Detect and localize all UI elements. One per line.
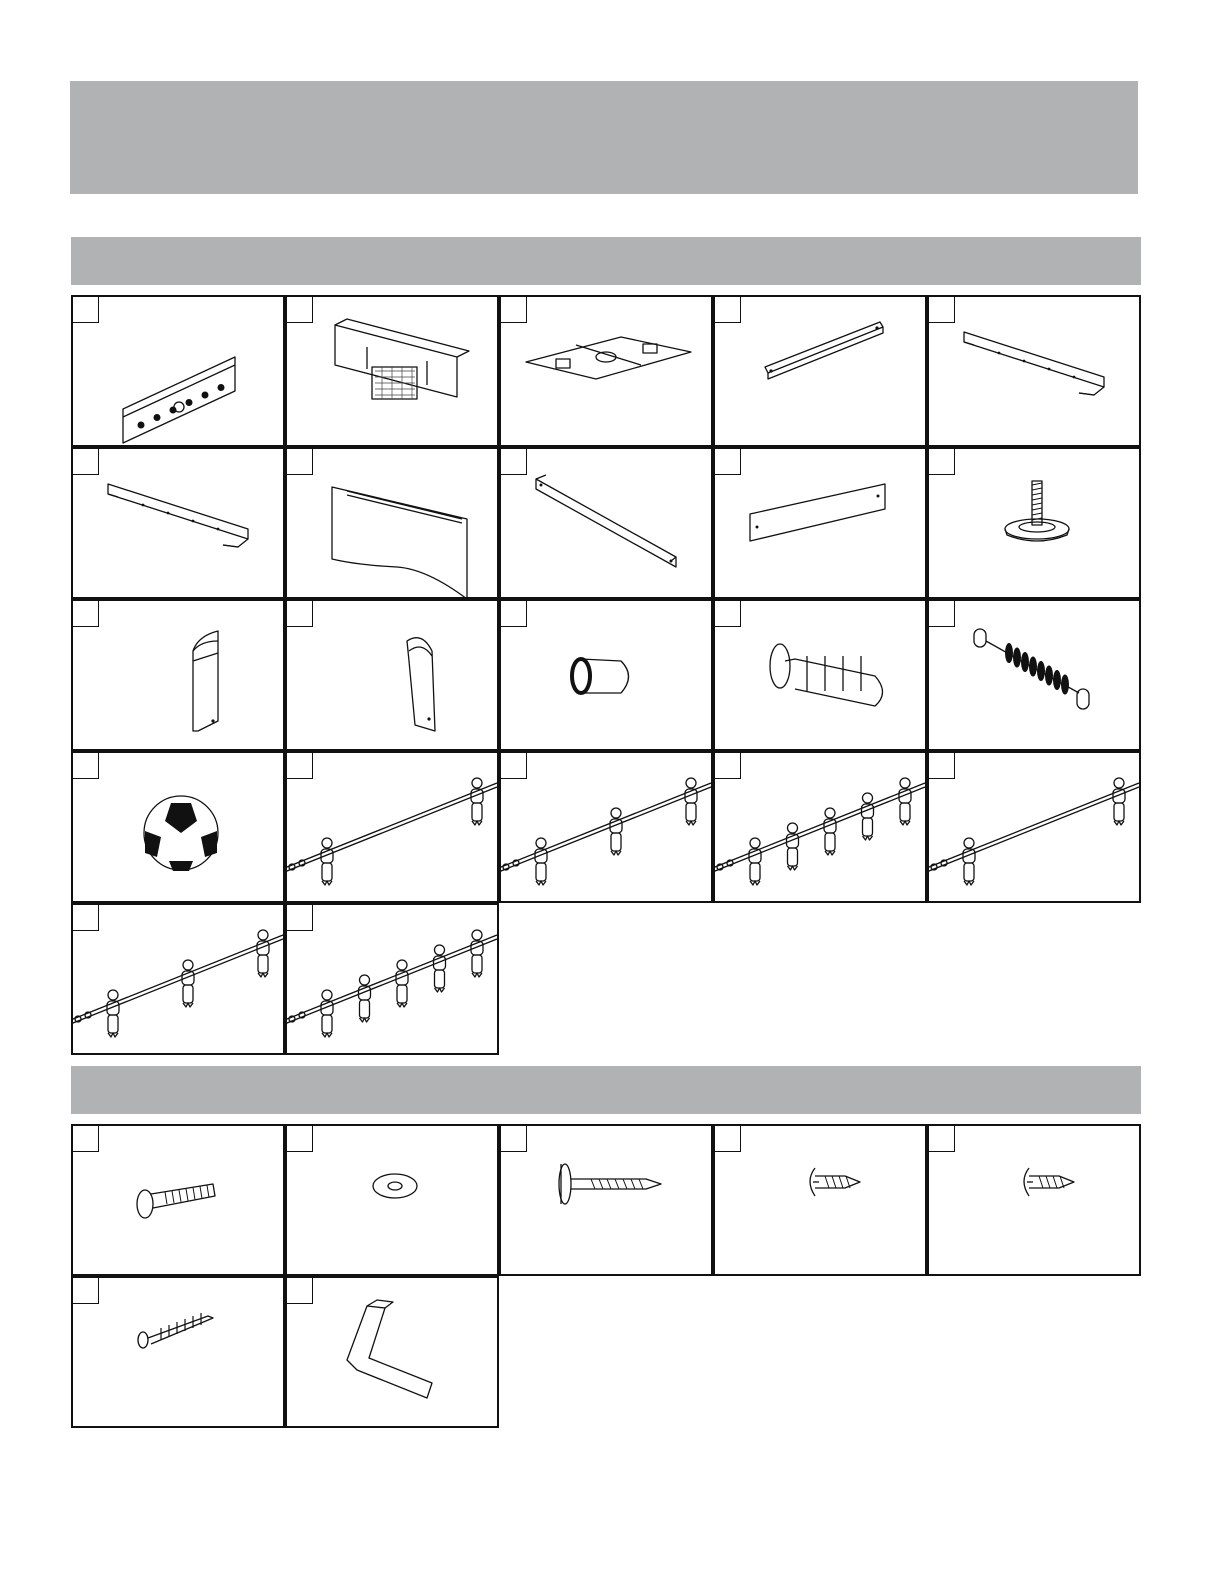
part-cell (713, 751, 927, 903)
part-cell (499, 295, 713, 447)
part-cell (713, 447, 927, 599)
angle-rail-icon (73, 449, 287, 601)
part-number (929, 753, 955, 779)
hardware-cell (71, 1124, 285, 1276)
leveling-foot-icon (929, 449, 1143, 601)
hardware-number (501, 1126, 527, 1152)
rod-2-men-icon (929, 753, 1143, 905)
angle-rail-icon (929, 297, 1143, 449)
part-cell (71, 903, 285, 1055)
rod-5-men-icon (287, 905, 501, 1057)
title-banner (70, 81, 1138, 194)
part-cell (71, 751, 285, 903)
short-screw-icon (929, 1126, 1143, 1278)
part-number (73, 753, 99, 779)
rod-5-men-icon (715, 753, 929, 905)
washer-icon (287, 1126, 501, 1278)
handle-grip-icon (715, 601, 929, 753)
parts-section-header (71, 237, 1141, 285)
part-cell (285, 295, 499, 447)
part-cell (285, 903, 499, 1055)
part-cell (499, 751, 713, 903)
hardware-number (929, 1126, 955, 1152)
goal-box-with-net-icon (287, 297, 501, 449)
part-number (501, 753, 527, 779)
part-number (287, 449, 313, 475)
part-cell (713, 295, 927, 447)
part-number (73, 601, 99, 627)
wood-screw-icon (73, 1278, 287, 1430)
soccer-ball-icon (73, 753, 287, 905)
rod-2-men-icon (287, 753, 501, 905)
part-number (501, 297, 527, 323)
cross-beam-icon (715, 297, 929, 449)
flat-board-icon (715, 449, 929, 601)
hardware-cell (285, 1124, 499, 1276)
hardware-number (73, 1126, 99, 1152)
long-brace-icon (501, 449, 715, 601)
part-cell (927, 599, 1141, 751)
parts-section-label (71, 237, 1141, 261)
long-screw-icon (501, 1126, 715, 1278)
side-panel-with-holes-icon (73, 297, 287, 449)
hardware-number (287, 1126, 313, 1152)
part-number (715, 601, 741, 627)
score-counter-icon (929, 601, 1143, 753)
hardware-cell (285, 1276, 499, 1428)
part-number (501, 601, 527, 627)
rod-3-men-icon (501, 753, 715, 905)
hardware-section-header (71, 1066, 1141, 1114)
part-number (715, 449, 741, 475)
corner-guard-right-icon (287, 601, 501, 753)
part-cell (927, 295, 1141, 447)
playfield-icon (501, 297, 715, 449)
part-number (287, 297, 313, 323)
part-cell (499, 447, 713, 599)
hardware-number (715, 1126, 741, 1152)
hardware-cell (713, 1124, 927, 1276)
part-number (715, 753, 741, 779)
part-number (929, 297, 955, 323)
manual-title (70, 81, 1138, 105)
hardware-cell (927, 1124, 1141, 1276)
part-cell (71, 295, 285, 447)
part-cell (713, 599, 927, 751)
part-number (715, 297, 741, 323)
bolt-icon (73, 1126, 287, 1278)
part-number (73, 905, 99, 931)
hardware-cell (499, 1124, 713, 1276)
part-number (287, 753, 313, 779)
hardware-section-label (71, 1066, 1141, 1090)
part-cell (71, 447, 285, 599)
part-number (501, 449, 527, 475)
part-cell (927, 751, 1141, 903)
part-number (287, 601, 313, 627)
rod-bumper-icon (501, 601, 715, 753)
short-screw-icon (715, 1126, 929, 1278)
part-number (929, 449, 955, 475)
hardware-number (73, 1278, 99, 1304)
part-cell (285, 599, 499, 751)
part-cell (927, 447, 1141, 599)
hardware-number (287, 1278, 313, 1304)
part-cell (71, 599, 285, 751)
leg-panel-icon (287, 449, 501, 601)
part-cell (285, 751, 499, 903)
part-number (73, 449, 99, 475)
hardware-cell (71, 1276, 285, 1428)
part-cell (285, 447, 499, 599)
corner-guard-left-icon (73, 601, 287, 753)
part-number (929, 601, 955, 627)
part-cell (499, 599, 713, 751)
allen-key-icon (287, 1278, 501, 1430)
part-number (287, 905, 313, 931)
part-number (73, 297, 99, 323)
rod-3-men-icon (73, 905, 287, 1057)
